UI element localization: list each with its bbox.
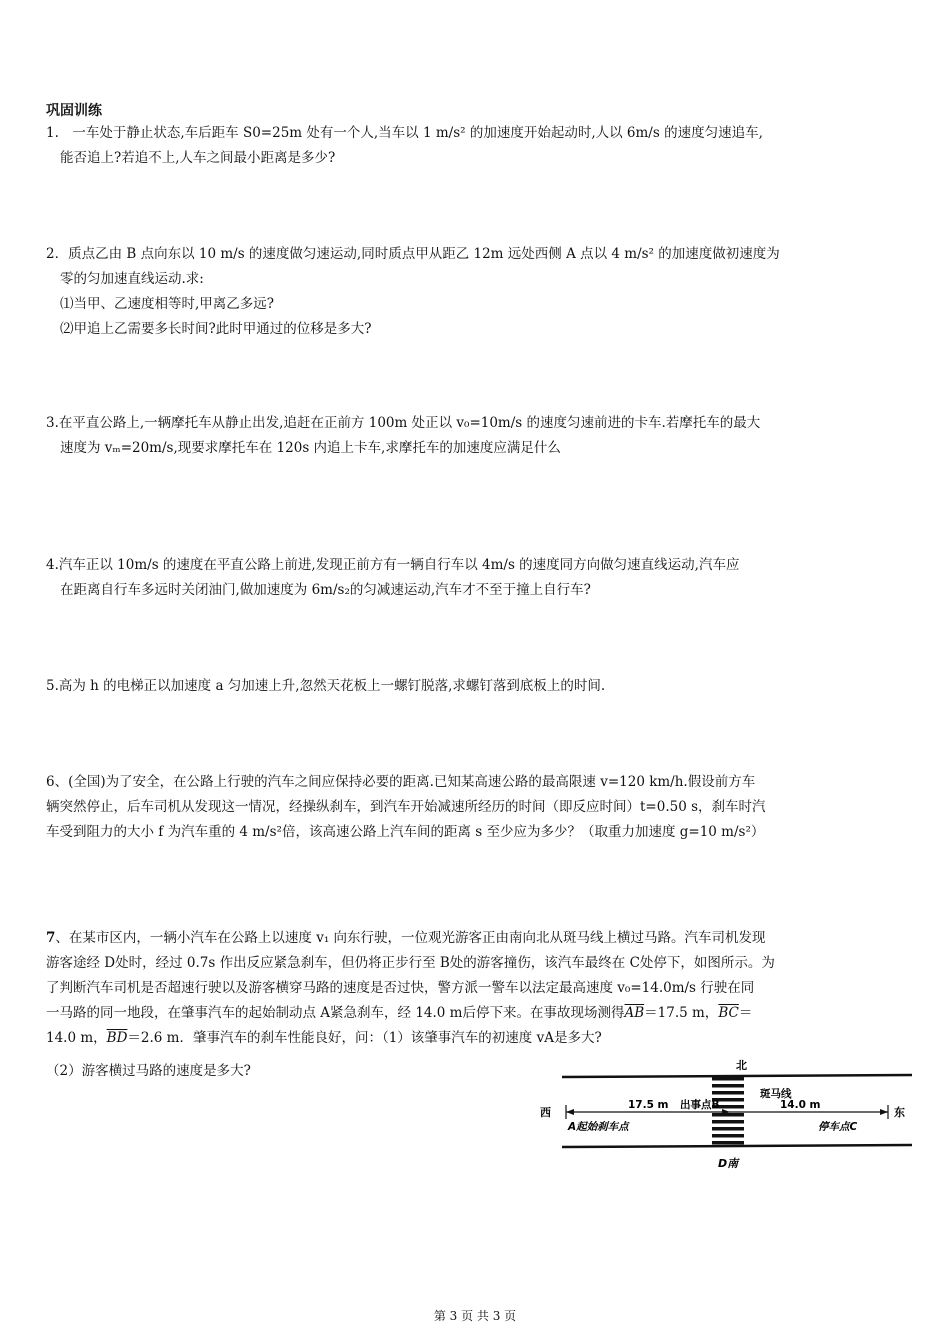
q7-line-3: 了判断汽车司机是否超速行驶以及游客横穿马路的速度是否过快，警方派一警车以法定最高速度 v₀=14.0m/s 行驶在同 bbox=[46, 980, 755, 996]
q7-number: 7 bbox=[46, 930, 56, 946]
section-heading: 巩固训练 bbox=[46, 103, 102, 119]
q6-line-1: 6、(全国)为了安全，在公路上行驶的汽车之间应保持必要的距离.已知某高速公路的最高限速 v=120 km/h.假设前方车 bbox=[46, 774, 756, 790]
label-accident-point: 出事点B bbox=[680, 1099, 720, 1111]
q7-line-4-text: 一马路的同一地段，在肇事汽车的起始制动点 A紧急刹车，经 14.0 m后停下来。在事故现场测得 bbox=[46, 1005, 625, 1021]
segment-bc: $\overline{BC}$ bbox=[718, 1005, 739, 1021]
question-6 bbox=[46, 770, 908, 845]
road-top-edge bbox=[562, 1075, 912, 1077]
q5-line-1: 5.高为 h 的电梯正以加速度 a 匀加速上升,忽然天花板上一螺钉脱落,求螺钉落到底板上的时间. bbox=[46, 678, 606, 694]
q3-line-1: 3.在平直公路上,一辆摩托车从静止出发,追赶在正前方 100m 处正以 v₀=10m/s 的速度匀速前进的卡车.若摩托车的最大 bbox=[46, 415, 761, 431]
segment-ab: $\overline{AB}$ bbox=[624, 1005, 645, 1021]
label-zebra: 斑马线 bbox=[760, 1088, 792, 1100]
road-bottom-edge bbox=[562, 1145, 912, 1147]
label-point-c: 停车点C bbox=[818, 1121, 858, 1133]
q6-line-3: 车受到阻力的大小 f 为汽车重的 4 m/s²倍，该高速公路上汽车间的距离 s 至少应为多少？（取重力加速度 g=10 m/s²） bbox=[46, 824, 765, 840]
label-west: 西 bbox=[540, 1106, 551, 1119]
label-point-a: A起始刹车点 bbox=[568, 1121, 629, 1133]
q7-ab-value: ＝17.5 m， bbox=[644, 1005, 719, 1021]
q7-bc-eq: ＝ bbox=[738, 1005, 753, 1021]
segment-bd: $\overline{BD}$ bbox=[106, 1030, 128, 1046]
q4-line-1: 4.汽车正以 10m/s 的速度在平直公路上前进,发现正前方有一辆自行车以 4m/s 的速度同方向做匀速直线运动,汽车应 bbox=[46, 557, 740, 573]
label-east: 东 bbox=[894, 1106, 905, 1119]
question-5 bbox=[46, 674, 908, 699]
q2-line-2: 零的匀加速直线运动.求: bbox=[60, 271, 204, 287]
question-1 bbox=[46, 121, 908, 171]
arrow-right-icon bbox=[880, 1109, 888, 1115]
q3-line-2: 速度为 vₘ=20m/s,现要求摩托车在 120s 内追上卡车,求摩托车的加速度应满足什么 bbox=[60, 440, 561, 456]
q6-line-2: 辆突然停止，后车司机从发现这一情况，经操纵刹车，到汽车开始减速所经历的时间（即反应时间）t=0.50 s，刹车时汽 bbox=[46, 799, 766, 815]
label-distance-bc: 14.0 m bbox=[780, 1099, 821, 1111]
q7-line-1-text: 、在某市区内，一辆小汽车在公路上以速度 v₁ 向东行驶，一位观光游客正由南向北从斑马线上横过马路。汽车司机发现 bbox=[55, 930, 766, 946]
label-south: D南 bbox=[718, 1157, 739, 1170]
q7-bc-value: 14.0 m， bbox=[46, 1030, 107, 1046]
q2-line-3: ⑴当甲、乙速度相等时,甲离乙多远? bbox=[60, 296, 275, 312]
q4-line-2: 在距离自行车多远时关闭油门,做加速度为 6m/s₂的匀减速运动,汽车才不至于撞上自行车? bbox=[60, 582, 591, 598]
q7-line-5-text: ＝2.6 m．肇事汽车的刹车性能良好，问：（1）该肇事汽车的初速度 vA是多大? bbox=[127, 1030, 602, 1046]
q2-line-1: 2．质点乙由 B 点向东以 10 m/s 的速度做匀速运动,同时质点甲从距乙 12m 远处西侧 A 点以 4 m/s² 的加速度做初速度为 bbox=[46, 246, 780, 262]
q1-line-1: 1. 一车处于静止状态,车后距车 S0=25m 处有一个人,当车以 1 m/s² 的加速度开始起动时,人以 6m/s 的速度匀速追车, bbox=[46, 125, 763, 141]
q7-line-2: 游客途经 D处时，经过 0.7s 作出反应紧急刹车，但仍将正步行至 B处的游客撞伤，该汽车最终在 C处停下，如图所示。为 bbox=[46, 955, 775, 971]
question-2 bbox=[46, 242, 908, 342]
arrow-left-icon bbox=[566, 1109, 574, 1115]
q7-line-1 bbox=[46, 926, 908, 951]
page-footer: 第 3 页 共 3 页 bbox=[433, 1309, 517, 1323]
q7-line-6: （2）游客横过马路的速度是多大? bbox=[46, 1063, 251, 1079]
accident-diagram bbox=[540, 1055, 920, 1173]
question-4 bbox=[46, 553, 908, 603]
label-distance-ab: 17.5 m bbox=[628, 1099, 669, 1111]
q1-line-2: 能否追上?若追不上,人车之间最小距离是多少? bbox=[60, 150, 336, 166]
q2-line-4: ⑵甲追上乙需要多长时间?此时甲通过的位移是多大? bbox=[60, 321, 372, 337]
q7-line-4 bbox=[46, 1001, 908, 1026]
label-north: 北 bbox=[736, 1059, 747, 1072]
question-3 bbox=[46, 411, 908, 461]
q7-line-5 bbox=[46, 1026, 908, 1051]
